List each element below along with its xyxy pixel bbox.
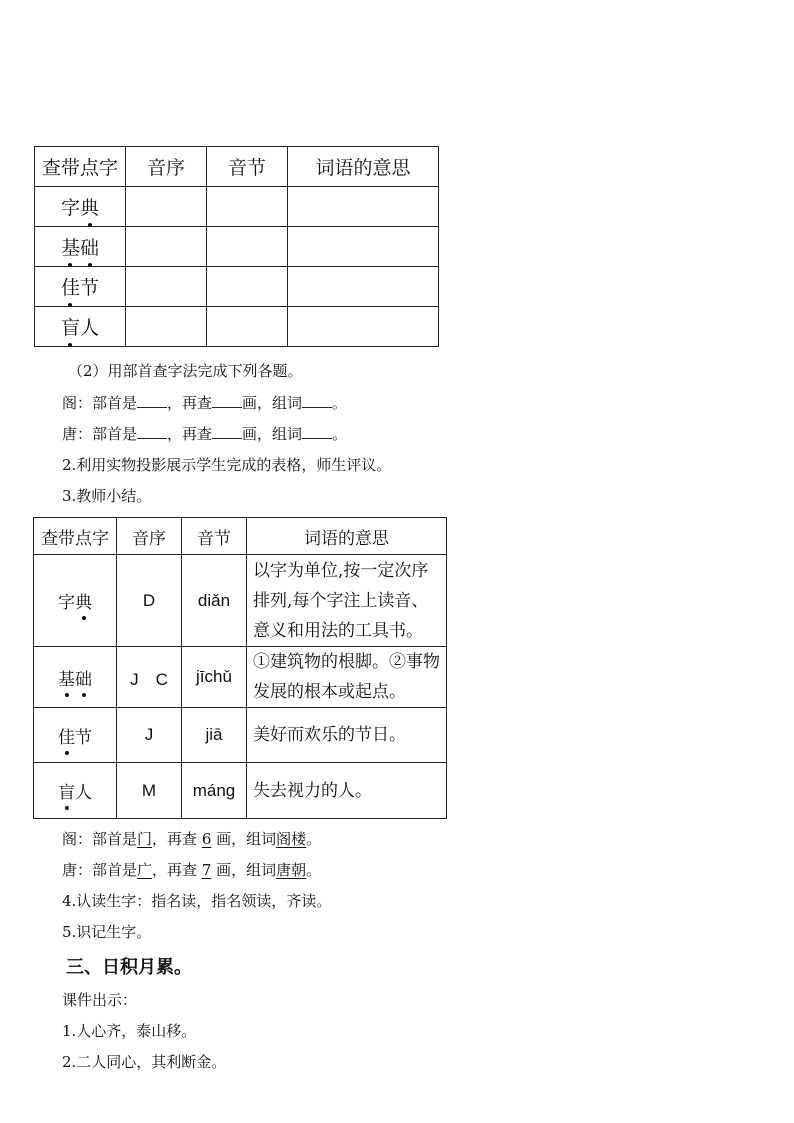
table-cell <box>288 187 439 227</box>
tang-answer: 唐：部首是广，再查 7 画，组词唐朝。 <box>62 861 322 879</box>
table-header: 音节 <box>182 518 247 555</box>
table-header: 查带点字 <box>35 147 126 187</box>
table-cell <box>126 307 207 347</box>
table-cell: jīchǔ <box>182 647 247 708</box>
table-cell: M <box>117 763 182 819</box>
table-cell: D <box>117 555 182 647</box>
table-cell <box>207 187 288 227</box>
part2-intro: （2）用部首查字法完成下列各题。 <box>68 362 303 380</box>
table-cell <box>288 227 439 267</box>
table-cell: 盲人 <box>35 307 126 347</box>
table-cell <box>207 267 288 307</box>
table-cell: 佳节 <box>35 267 126 307</box>
table-cell: 盲人 <box>34 763 117 819</box>
table-cell: J <box>117 708 182 763</box>
table-header: 词语的意思 <box>247 518 447 555</box>
table-header: 词语的意思 <box>288 147 439 187</box>
table-header: 查带点字 <box>34 518 117 555</box>
table-cell: diǎn <box>182 555 247 647</box>
table-cell: 以字为单位,按一定次序排列,每个字注上读音、意义和用法的工具书。 <box>247 555 447 647</box>
proverb-2: 2.二人同心，其利断金。 <box>62 1053 227 1071</box>
table-header: 音节 <box>207 147 288 187</box>
table-cell: 字典 <box>34 555 117 647</box>
table-cell <box>288 307 439 347</box>
step-5: 5.识记生字。 <box>62 923 152 941</box>
courseware-label: 课件出示： <box>62 991 138 1009</box>
table-cell: máng <box>182 763 247 819</box>
proverb-1: 1.人心齐，泰山移。 <box>62 1022 197 1040</box>
ge-answer: 阁：部首是门，再查 6 画，组词阁楼。 <box>62 830 322 848</box>
table-cell <box>126 267 207 307</box>
table-cell: ①建筑物的根脚。②事物发展的根本或起点。 <box>247 647 447 708</box>
step-2: 2.利用实物投影展示学生完成的表格，师生评议。 <box>62 456 392 474</box>
section-heading: 三、日积月累。 <box>66 957 192 978</box>
table-cell: jiā <box>182 708 247 763</box>
tang-question: 唐：部首是 ，再查 画，组词 。 <box>62 425 348 443</box>
table-cell: 失去视力的人。 <box>247 763 447 819</box>
table-cell: J C <box>117 647 182 708</box>
table-cell: 基础 <box>34 647 117 708</box>
table-cell: 基础 <box>35 227 126 267</box>
blank-lookup-table <box>34 146 439 347</box>
ge-question: 阁：部首是 ，再查 画，组词 。 <box>62 394 348 412</box>
table-header: 音序 <box>117 518 182 555</box>
table-cell <box>126 227 207 267</box>
table-cell: 佳节 <box>34 708 117 763</box>
table-cell: 美好而欢乐的节日。 <box>247 708 447 763</box>
table-cell <box>207 227 288 267</box>
table-header: 音序 <box>126 147 207 187</box>
step-3: 3.教师小结。 <box>62 487 152 505</box>
table-cell <box>207 307 288 347</box>
table-cell <box>288 267 439 307</box>
answer-table <box>33 517 447 819</box>
step-4: 4.认读生字：指名读，指名领读，齐读。 <box>62 892 332 910</box>
table-cell: 字典 <box>35 187 126 227</box>
table-cell <box>126 187 207 227</box>
